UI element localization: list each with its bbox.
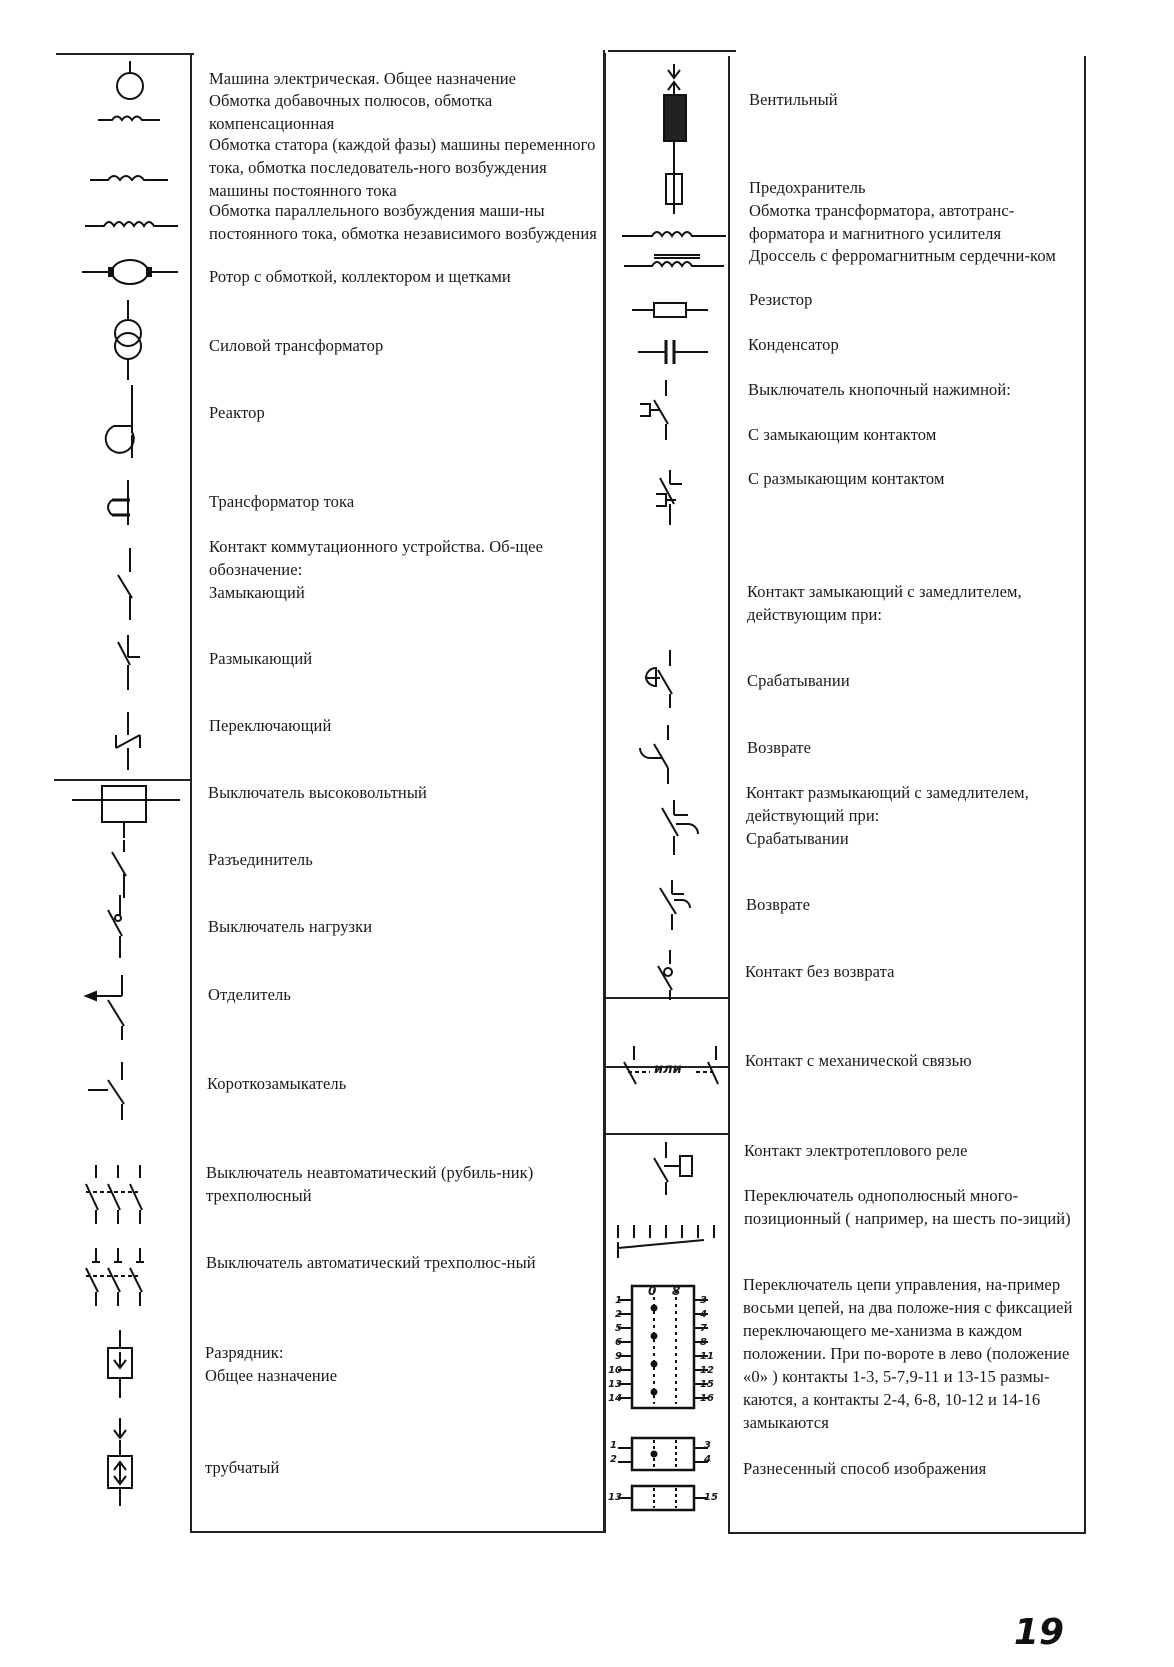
label-push-button: Выключатель кнопочный нажимной: <box>748 380 1011 399</box>
separator-icon <box>86 975 124 1040</box>
tube-arrester-icon <box>108 1418 132 1506</box>
no-return-contact-icon <box>658 950 672 1000</box>
switch-left-number: 1 <box>615 1295 622 1306</box>
switch-right-number: 8 <box>700 1337 707 1348</box>
label-short-circuiter: Короткозамыкатель <box>207 1074 347 1093</box>
label-stator-winding: Обмотка статора (каждой фазы) машины переменного тока, обмотка последователь-ного возбуждения машины постоянного тока <box>209 135 596 200</box>
short-circuiter-icon <box>88 1062 124 1120</box>
switch-left-number: 9 <box>615 1351 622 1362</box>
label-rotor: Ротор с обмоткой, коллектором и щетками <box>209 267 511 286</box>
label-electric-machine: Машина электрическая. Общее назначение <box>209 69 517 88</box>
label-hv-breaker: Выключатель высоковольтный <box>208 783 427 802</box>
load-switch-icon <box>108 895 122 958</box>
additional-pole-winding-icon <box>98 117 160 121</box>
label-multiposition-switch: Переключатель однополюсный много-позиционный ( например, на шесть по-зиций) <box>744 1186 1071 1228</box>
valve-arrester-icon <box>664 64 686 156</box>
capacitor-icon <box>638 340 708 364</box>
switch-left-number: 14 <box>608 1393 622 1404</box>
hv-breaker-icon <box>72 786 180 838</box>
small-switch-number: 3 <box>704 1440 711 1451</box>
label-additional-pole-winding: Обмотка добавочных полюсов, обмотка компенсационная <box>209 91 493 133</box>
switch-right-number: 12 <box>700 1365 714 1376</box>
symbol-icons-left <box>0 0 190 1667</box>
multiposition-switch-icon <box>618 1225 714 1258</box>
label-auto-breaker: Выключатель автоматический трехполюс-ный <box>206 1253 536 1272</box>
label-no-return-contact: Контакт без возврата <box>745 962 895 981</box>
delay-break-operate-icon <box>662 800 698 855</box>
switch-left-number: 2 <box>615 1309 622 1320</box>
label-current-transformer: Трансформатор тока <box>209 492 355 511</box>
switch-right-number: 7 <box>700 1323 707 1334</box>
rotor-icon <box>82 260 178 284</box>
label-transformer-winding: Обмотка трансформатора, автотранс-форматора и магнитного усилителя <box>749 201 1015 243</box>
make-contact-icon <box>118 548 132 620</box>
transformer-winding-icon <box>622 232 726 236</box>
changeover-contact-icon <box>116 712 140 770</box>
switch-left-number: 10 <box>608 1365 622 1376</box>
label-delay-make: Контакт замыкающий с замедлителем, действующим при: <box>747 582 1022 624</box>
switch-left-numbers <box>606 1294 622 1406</box>
label-parallel-winding: Обмотка параллельного возбуждения маши-ны постоянного тока, обмотка независимого возбуждения <box>209 201 597 243</box>
small-switch-number: 13 <box>608 1492 622 1503</box>
label-delay-break: Контакт размыкающий с замедлителем, действующий при: Срабатывании <box>746 783 1029 848</box>
label-separated-method: Разнесенный способ изображения <box>743 1459 987 1478</box>
small-switch-number: 2 <box>610 1454 617 1465</box>
switch-label-0: 0 <box>648 1284 657 1298</box>
delay-break-return-icon <box>660 880 690 930</box>
label-mechanical-link: Контакт с механической связью <box>745 1051 972 1070</box>
symbol-icons-right <box>604 0 734 1667</box>
label-capacitor: Конденсатор <box>748 335 839 354</box>
page-number: 19 <box>1013 1612 1064 1653</box>
delay-make-operate-icon <box>646 650 672 708</box>
choke-icon <box>624 255 724 266</box>
switch-right-number: 3 <box>700 1295 707 1306</box>
label-push-button-break: С размыкающим контактом <box>748 469 945 488</box>
label-delay-make-operate: Срабатывании <box>747 671 850 690</box>
switch-left-number: 13 <box>608 1379 622 1390</box>
label-delay-make-return: Возврате <box>747 738 812 757</box>
label-switching-contact: Контакт коммутационного устройства. Об-щее обозначение: Замыкающий <box>209 537 544 602</box>
small-switch-number: 15 <box>704 1492 718 1503</box>
electric-machine-icon <box>117 61 143 99</box>
break-contact-icon <box>118 635 140 690</box>
switch-right-number: 11 <box>700 1351 714 1362</box>
switch-right-number: 16 <box>700 1393 714 1404</box>
resistor-icon <box>632 303 708 317</box>
power-transformer-icon <box>115 300 141 380</box>
control-switch-icon <box>618 1286 708 1408</box>
disconnector-icon <box>112 840 126 898</box>
label-choke: Дроссель с ферромагнитным сердечни-ком <box>749 246 1056 265</box>
arrester-icon <box>108 1330 132 1398</box>
switch-left-number: 5 <box>615 1323 622 1334</box>
fuse-icon <box>666 156 682 214</box>
label-changeover-contact: Переключающий <box>209 716 332 735</box>
label-knife-switch: Выключатель неавтоматический (рубиль-ник) трехполюсный <box>206 1163 534 1205</box>
label-break-contact: Размыкающий <box>209 649 313 668</box>
stator-winding-icon <box>90 176 168 180</box>
label-load-switch: Выключатель нагрузки <box>208 917 373 936</box>
label-reactor: Реактор <box>209 403 265 422</box>
switch-right-number: 15 <box>700 1379 714 1390</box>
label-valve-arrester: Вентильный <box>749 90 838 109</box>
label-delay-break-return: Возврате <box>746 895 811 914</box>
current-transformer-icon <box>108 480 130 525</box>
push-button-break-icon <box>656 470 682 525</box>
label-fuse: Предохранитель <box>749 178 866 197</box>
knife-switch-icon <box>86 1165 142 1224</box>
switch-right-number: 4 <box>700 1309 707 1320</box>
label-power-transformer: Силовой трансформатор <box>209 336 384 355</box>
label-disconnector: Разъединитель <box>208 850 313 869</box>
thermal-relay-icon <box>654 1142 692 1195</box>
label-control-switch: Переключатель цепи управления, на-пример восьми цепей, на два положе-ния с фиксацией переключающего ме-ханизма в каждом положении. При по-вороте в лево (положение «0» ) контакты 1-3, 5-7,9-11 и 13-15 размы-каются, а контакты 2-4, 6-8, 10-12 и 14-16 замыкаются <box>743 1275 1073 1432</box>
small-switch-numbers <box>606 1440 726 1520</box>
label-tube-arrester: трубчатый <box>205 1458 280 1477</box>
label-resistor: Резистор <box>749 290 813 309</box>
small-switch-number: 4 <box>704 1454 711 1465</box>
label-separator: Отделитель <box>208 985 291 1004</box>
switch-label-8: 8 <box>672 1284 681 1298</box>
auto-breaker-icon <box>86 1248 144 1306</box>
label-thermal-relay: Контакт электротеплового реле <box>744 1141 968 1160</box>
delay-make-return-icon <box>640 725 668 784</box>
or-word: или <box>654 1062 682 1077</box>
label-push-button-make: С замыкающим контактом <box>748 425 937 444</box>
small-switch-number: 1 <box>610 1440 617 1451</box>
switch-right-numbers <box>700 1294 720 1406</box>
parallel-winding-icon <box>85 222 178 226</box>
switch-left-number: 6 <box>615 1337 622 1348</box>
reactor-icon <box>106 385 134 458</box>
push-button-make-icon <box>640 380 668 440</box>
label-arrester: Разрядник: Общее назначение <box>205 1343 338 1385</box>
